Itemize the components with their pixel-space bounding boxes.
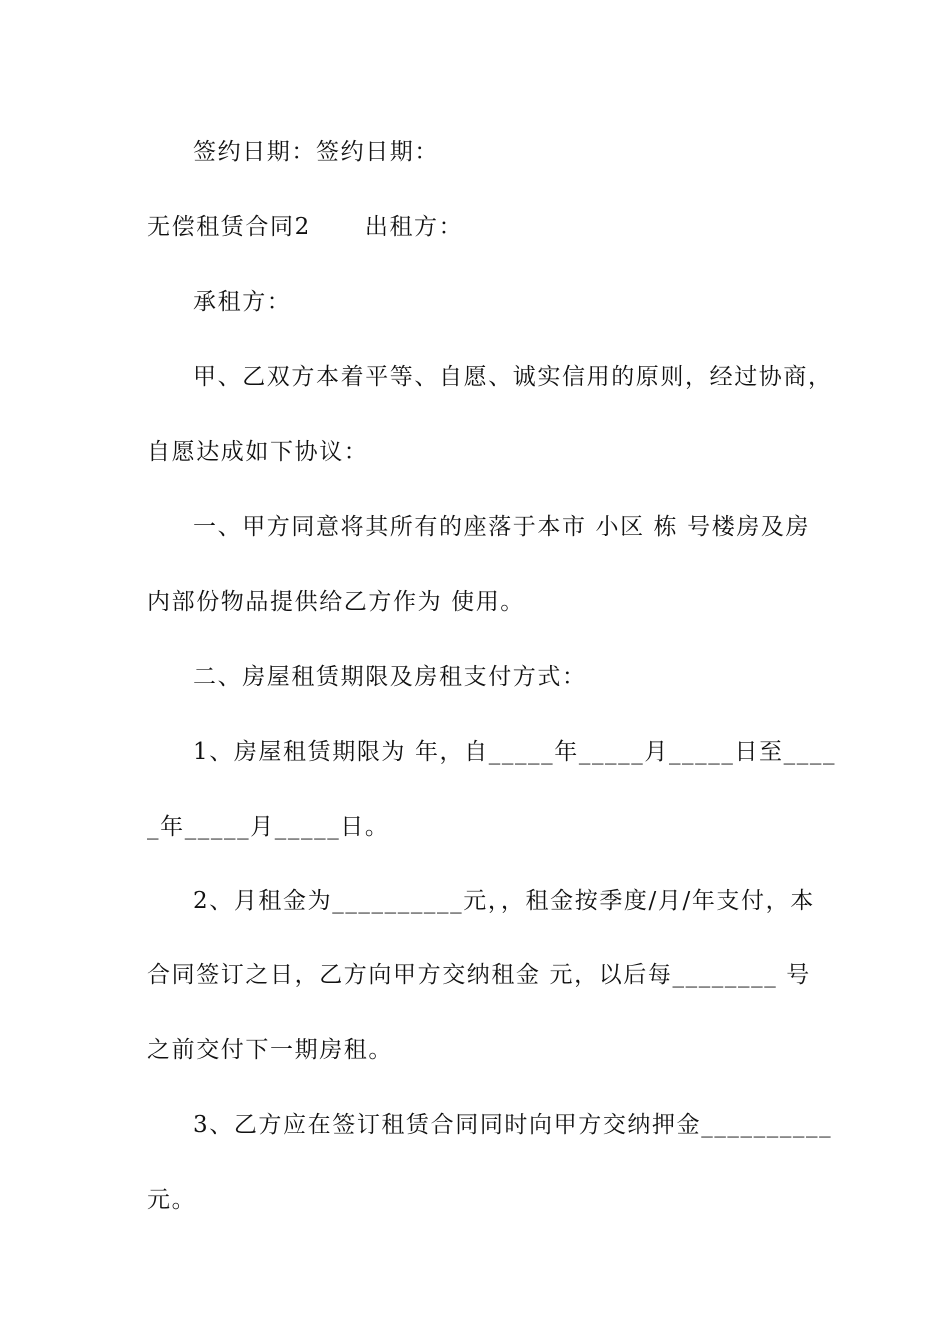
agreement-intro-line: 甲、乙双方本着平等、自愿、诚实信用的原则，经过协商， — [193, 364, 833, 390]
rent-payment-continuation: 之前交付下一期房租。 — [147, 1037, 393, 1063]
clause-one-continuation: 内部份物品提供给乙方作为 使用。 — [147, 589, 525, 615]
rent-payment-line: 合同签订之日，乙方向甲方交纳租金 元，以后每________ 号 — [147, 962, 811, 988]
deposit-line: 3、乙方应在签订租赁合同同时向甲方交纳押金__________ — [193, 1112, 833, 1138]
monthly-rent-line: 2、月租金为__________元，，租金按季度/月/年支付，本 — [193, 888, 815, 914]
agreement-intro-continuation: 自愿达成如下协议： — [147, 439, 369, 465]
clause-two-heading: 二、房屋租赁期限及房租支付方式： — [193, 664, 587, 690]
lessee-label: 承租方： — [193, 289, 292, 315]
signing-date-line: 签约日期：签约日期： — [193, 139, 439, 165]
lessor-label: 出租方： — [364, 214, 464, 240]
clause-one-line: 一、甲方同意将其所有的座落于本市 小区 栋 号楼房及房 — [193, 514, 811, 540]
contract-title: 无偿租赁合同2 — [147, 214, 311, 240]
deposit-continuation: 元。 — [147, 1187, 197, 1213]
lease-term-line: 1、房屋租赁期限为 年，自_____年_____月_____日至____ — [193, 739, 837, 765]
contract-title-line — [147, 212, 827, 242]
lease-term-continuation: _年_____月_____日。 — [147, 814, 390, 840]
